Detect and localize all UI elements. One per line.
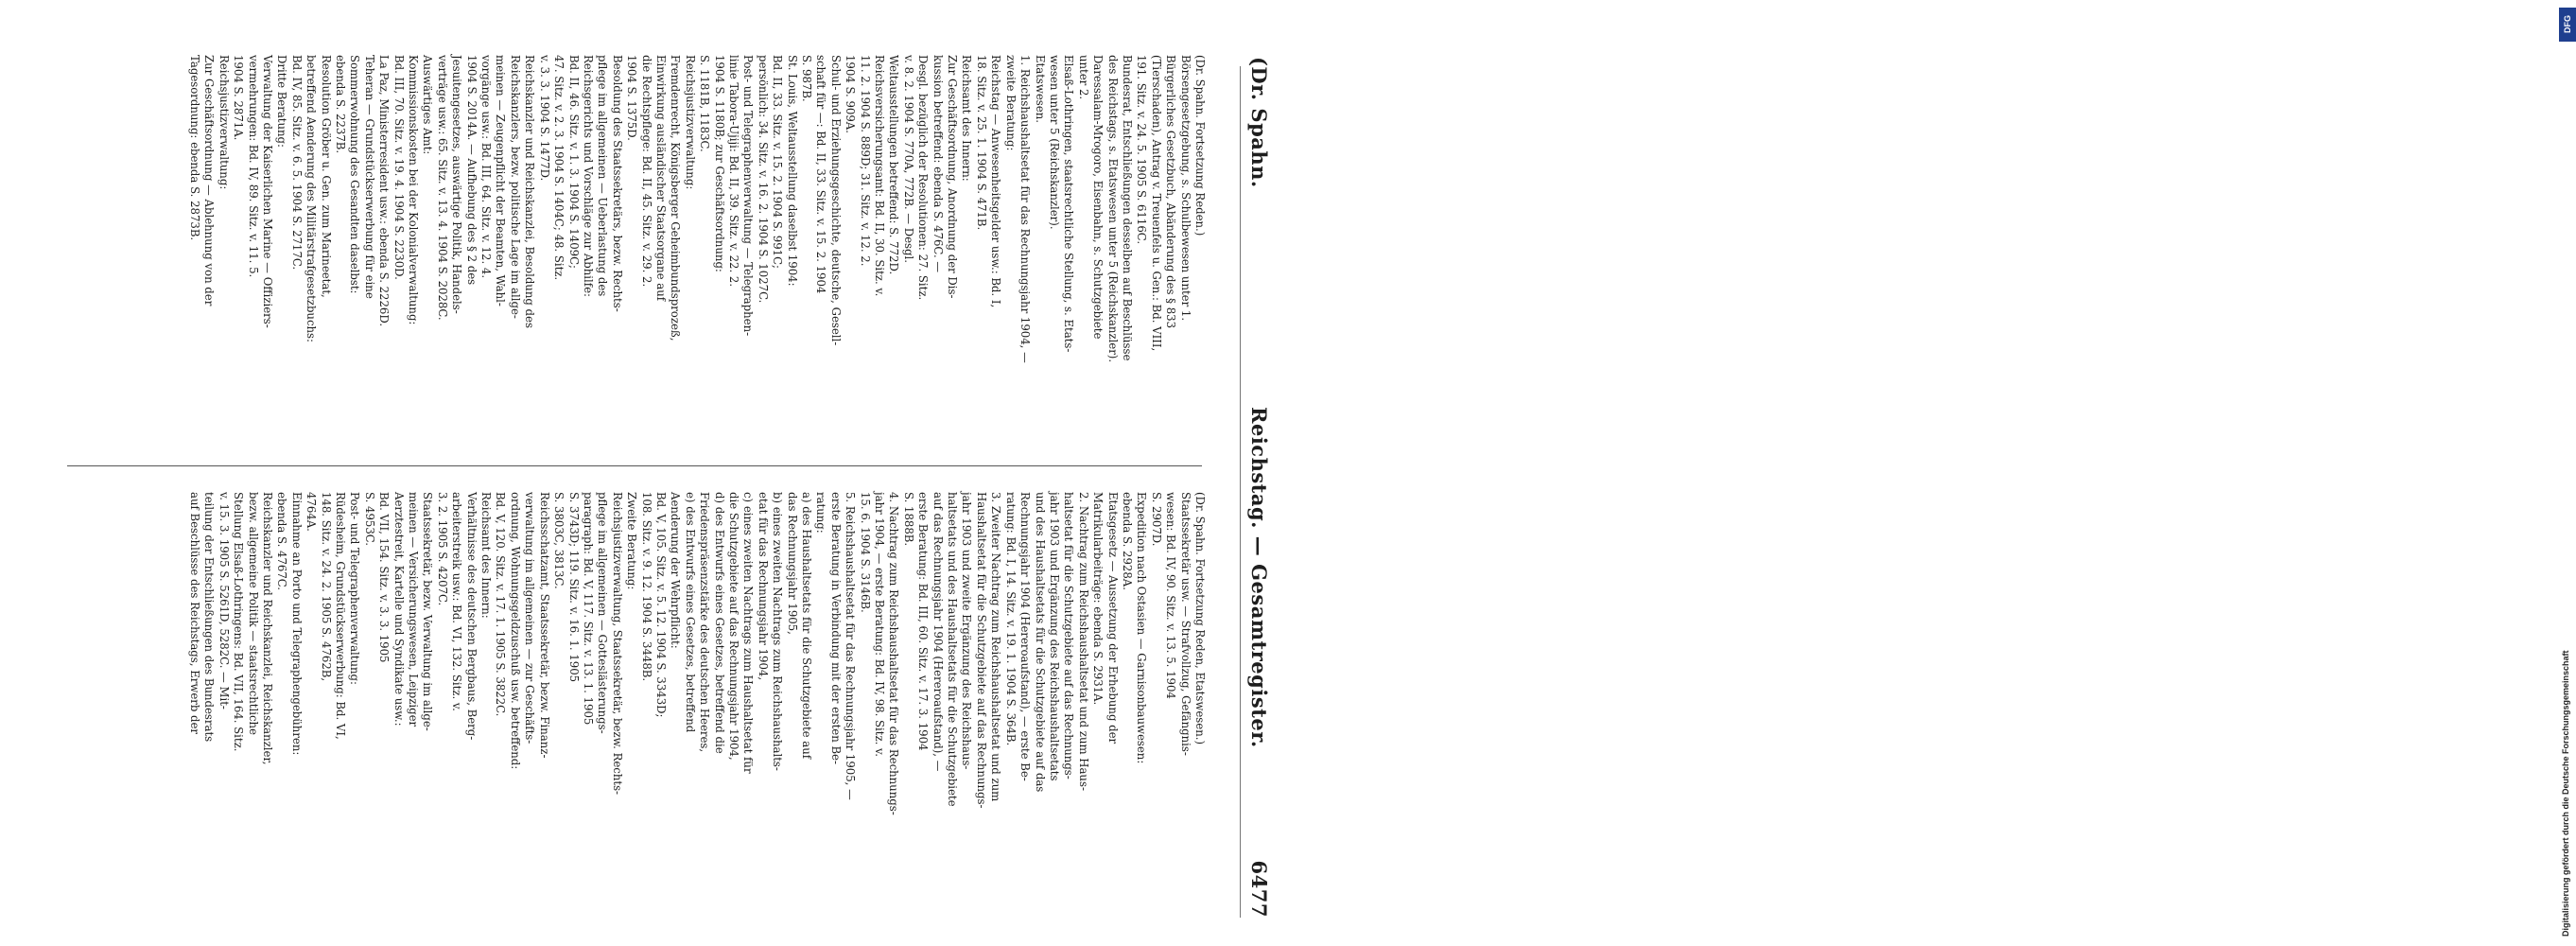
register-line: 4764A. (305, 492, 319, 532)
register-line: bezw. allgemeine Politik — staatsrechtliche (246, 492, 260, 735)
register-line: 18. Sitz. v. 25. 1. 1904 S. 471B. (974, 55, 988, 231)
register-line: Rüdesheim, Grundstückserwerbung: Bd. VI, (334, 492, 348, 740)
register-line: Reichsamt des Innern: (479, 492, 494, 619)
register-line: wesen unter 5 (Reichskanzler). (1047, 55, 1061, 230)
register-line: 1904 S. 1180B; zur Geschäftsordnung: (712, 55, 726, 272)
register-line: e) des Entwurfs eines Gesetzes, betreffend (683, 492, 697, 733)
register-line: linie Tabora-Ujiji: Bd. II, 39. Sitz. v. 22. 2. (727, 55, 740, 288)
dfg-logo: DFG (2559, 8, 2576, 42)
register-line: arbeiterstreik usw.: Bd. VI, 132. Sitz. v. (450, 492, 464, 711)
register-line: Zur Geschäftsordnung, Anordnung der Dis- (946, 55, 960, 299)
register-line: v. 15. 3. 1905 S. 5261D, 5282C. — Mit- (217, 492, 231, 710)
register-line: Resolution Gröber u. Gen. zum Marineetat, (319, 55, 333, 298)
register-line: Besoldung des Staatssekretärs, bezw. Rechts- (610, 55, 624, 312)
register-line: wesen: Bd. IV, 90. Sitz. v. 13. 5. 1904 (1164, 492, 1178, 699)
register-line: La Paz, Ministerresident usw.: ebenda S. 2226D. (377, 55, 392, 327)
register-line: Einnahme an Porto und Telegraphengebühren: (289, 492, 304, 756)
register-line: Bd. IV, 85. Sitz. v. 6. 5. 1904 S. 2717C. (289, 55, 304, 271)
register-line: c) eines zweiten Nachtrags zum Haushaltsetat für (741, 492, 756, 774)
register-line: Verhältnisse des deutschen Bergbaus, Berg- (464, 492, 479, 741)
register-line: 1904 S. 909A. (844, 55, 858, 133)
register-line: Reichstag — Anwesenheitsgelder usw.: Bd. I, (989, 55, 1003, 308)
register-line: 3. 2. 1905 S. 4207C. (435, 492, 449, 606)
register-line: S. 3803C, 3813C. (552, 492, 566, 589)
register-line: erste Beratung in Verbindung mit der ersten Be- (828, 492, 843, 764)
column-divider (67, 465, 1202, 466)
running-head-name: (Dr. Spahn. (1247, 57, 1271, 188)
register-line: Reichsjustizverwaltung: (217, 55, 231, 190)
register-line: 11. 2. 1904 S. 889D; 31. Sitz. v. 12. 2. (858, 55, 872, 267)
register-line: Etatsgesetz — Aussetzung der Erhebung der (1105, 492, 1120, 745)
register-line: Schul- und Erziehungsgeschichte, deutsche, Gesell- (828, 55, 843, 346)
register-line: verträge usw.: 65. Sitz. v. 13. 4. 1904 S. 2028C. (435, 55, 449, 321)
register-line: vorgänge usw.: Bd. III, 64. Sitz. v. 12. 4. (479, 55, 494, 279)
register-line: Auswärtiges Amt: (421, 55, 435, 155)
register-line: Post- und Telegraphenverwaltung — Telegraphen- (741, 55, 756, 337)
register-line: Bd. III, 70. Sitz. v. 19. 4. 1904 S. 2230D. (392, 55, 406, 280)
register-line: paragraph: Bd. V, 117. Sitz. v. 13. 1. 1905 (581, 492, 595, 726)
header-rule (1240, 66, 1241, 918)
register-line: Reichsamt des Innern: (960, 55, 974, 182)
register-line: Reichskanzlers, bezw. politische Lage im allge- (508, 55, 522, 319)
register-line: kussion betreffend: ebenda S. 476C. — (931, 55, 945, 273)
register-line: persönlich: 34. Sitz. v. 16. 2. 1904 S. 1027C. (756, 55, 770, 304)
register-line: pflege im allgemeinen — Ueberlastung des (596, 55, 610, 297)
register-line: Bd. II, 33. Sitz. v. 15. 2. 1904 S. 991C; (771, 55, 785, 269)
register-line: Bd. V, 120. Sitz. v. 17. 1. 1905 S. 3822C. (494, 492, 508, 717)
register-line: 5. Reichshaushaltsetat für das Rechnungsjahr 1905, — (844, 492, 858, 800)
register-line: Aenderung der Wehrpflicht: (669, 492, 683, 649)
register-line: Etatswesen. (1033, 55, 1047, 123)
register-line: Haushaltsetat für die Schutzgebiete auf das Rechnungs- (974, 492, 988, 809)
register-line: Reichsjustizverwaltung: (683, 55, 697, 190)
register-line: Staatssekretär, bezw. Verwaltung im allge- (421, 492, 435, 731)
page-number: 6477 (1247, 860, 1271, 918)
register-line: des Reichstags, s. Etatswesen unter 5 (Reichskanzler). (1105, 55, 1120, 363)
register-line: Friedenspräsenzstärke des deutschen Heeres, (698, 492, 712, 753)
register-line: 191. Sitz. v. 24. 5. 1905 S. 6116C. (1135, 55, 1149, 245)
register-line: zweite Beratung: (1003, 55, 1018, 151)
register-line: Verwaltung der Kaiserlichen Marine — Offiziers- (261, 55, 274, 328)
register-line: haltsetats und des Haushaltsetats für die Schutzgebiete (946, 492, 960, 807)
register-line: Expedition nach Ostasien — Garnisonbauwesen: (1135, 492, 1149, 764)
register-line: teilung der Entschließungen des Bundesrats (202, 492, 217, 743)
register-line: die Rechtspflege: Bd. II, 45. Sitz. v. 29. 2. (639, 55, 653, 288)
register-line: die Schutzgebiete auf das Rechnungsjahr 1904, (727, 492, 740, 761)
register-line: schaft für —: Bd. II, 33. Sitz. v. 15. 2. 1904 (814, 55, 828, 294)
register-line: b) eines zweiten Nachtrags zum Reichshaushalts- (771, 492, 785, 771)
register-line: (Tierschaden), Antrag v. Treuenfels u. Gen.: Bd. VIII, (1149, 55, 1163, 352)
register-line: das Rechnungsjahr 1905, (785, 492, 799, 635)
register-line: d) des Entwurfs eines Gesetzes, betreffend die (712, 492, 726, 754)
register-line: S. 1888B. (901, 492, 915, 547)
register-line: 2. Nachtrag zum Reichshaushaltsetat und zum Haus- (1076, 492, 1090, 791)
register-line: 47. Sitz. v. 2. 3. 1904 S. 1404C; 48. Sitz. (552, 55, 566, 281)
register-line: betreffend Aenderung des Militärstrafgesetzbuchs: (305, 55, 319, 342)
register-line: S. 3743D; 119. Sitz. v. 16. 1. 1905 (566, 492, 581, 683)
register-line: Kommissionskosten bei der Kolonialverwaltung: (407, 55, 421, 325)
register-line: Dritte Beratung: (275, 55, 289, 148)
register-line: auf das Rechnungsjahr 1904 (Hereroaufstand), — (931, 492, 945, 772)
register-line: 4. Nachtrag zum Reichshaushaltsetat für das Rechnungs- (887, 492, 901, 815)
register-line: Aerztestreit, Kartelle und Syndikate usw.: (392, 492, 406, 727)
register-line: 148. Sitz. v. 24. 2. 1905 S. 4762B, (319, 492, 333, 682)
register-line: verwaltung im allgemeinen — zur Geschäfts- (523, 492, 537, 745)
register-line: Daressalam-Mrogoro, Eisenbahn, s. Schutzgebiete (1091, 55, 1105, 340)
register-line: St. Louis, Weltausstellung daselbst 1904: (785, 55, 799, 287)
register-line: jahr 1904, — erste Beratung: Bd. IV, 98. Sitz. v. (873, 492, 887, 757)
register-line: (Dr. Spahn. Fortsetzung Reden, Etatswesen.) (1193, 492, 1207, 745)
register-line: a) des Haushaltsetats für die Schutzgebiete auf (800, 492, 814, 760)
register-line: Weltausstellungen betreffend: S. 772D. (887, 55, 901, 275)
register-line: ordnung, Wohnungsgeldzuschuß usw. betreffend: (508, 492, 522, 770)
register-line: Zweite Beratung: (625, 492, 639, 590)
register-line: Bundesrat, Entschließungen desselben auf Beschlüsse (1120, 55, 1134, 361)
register-line: S. 2907D. (1149, 492, 1163, 547)
register-line: Reichsjustizverwaltung, Staatssekretär, bezw. Rechts- (610, 492, 624, 796)
register-line: Reichsschatzamt, Staatssekretär, bezw. Finanz- (537, 492, 551, 759)
register-line: 1. Reichshaushaltsetat für das Rechnungsjahr 1904, — (1018, 55, 1033, 363)
register-line: S. 987B. (800, 55, 814, 102)
register-line: S. 1181B, 1183C. (698, 55, 712, 152)
register-line: pflege im allgemeinen — Gotteslästerungs- (596, 492, 610, 734)
running-head-title: Reichstag. — Gesamtregister. (1247, 407, 1271, 748)
register-line: Bd. VII, 154. Sitz. v. 3. 3. 1905 (377, 492, 392, 663)
register-line: ebenda S. 4767C. (275, 492, 289, 591)
register-line: v. 3. 3. 1904 S. 1477D. (537, 55, 551, 182)
register-line: (Dr. Spahn. Fortsetzung Reden.) (1193, 55, 1207, 236)
register-line: Matrikularbeiträge: ebenda S. 2931A. (1091, 492, 1105, 706)
register-line: ratung: Bd. I, 14. Sitz. v. 19. 1. 1904 S. 364B. (1003, 492, 1018, 746)
register-line: v. 8. 2. 1904 S. 770A, 772B. — Desgl. (901, 55, 915, 263)
register-line: Elsaß-Lothringen, staatsrechtliche Stellung, s. Etats- (1062, 55, 1076, 353)
register-line: meinen — Versicherungswesen, Leipziger (407, 492, 421, 727)
register-line: Rechnungsjahr 1904 (Hereroaufstand), — erste Be- (1018, 492, 1033, 781)
register-line: Reichskanzler und Reichskanzlei, Reichskanzler, (261, 492, 274, 765)
left-column (187, 55, 1207, 445)
register-line: 15. 6. 1904 S. 3146B. (858, 492, 872, 613)
register-line: jahr 1903 und zweite Ergänzung des Reichshaus- (960, 492, 974, 770)
register-line: Börsengesetzgebung, s. Schulbewesen unter 1. (1178, 55, 1192, 322)
register-line: Bürgerliches Gesetzbuch, Abänderung des § 833 (1164, 55, 1178, 329)
register-line: 3. Zweiter Nachtrag zum Reichshaushaltsetat und zum (989, 492, 1003, 802)
register-line: ebenda S. 2237B. (334, 55, 348, 154)
register-line: Post- und Telegraphenverwaltung: (348, 492, 362, 685)
register-line: Zur Geschäftsordnung — Ablehnung von der (202, 55, 217, 307)
register-line: Teheran — Grundstückserwerbung für eine (362, 55, 376, 299)
register-line: 1904 S. 2871A. (232, 55, 246, 141)
register-line: unter 2. (1076, 55, 1090, 100)
register-line: Tagesordnung: ebenda S. 2873B. (187, 55, 201, 241)
right-column (187, 492, 1207, 882)
register-line: 1904 S. 2014A. — Aufhebung des § 2 des (464, 55, 479, 286)
register-line: Reichsversicherungsamt: Bd. II, 30. Sitz. v. (873, 55, 887, 297)
register-line: meinen — Zeugenpflicht der Beamten, Wahl- (494, 55, 508, 307)
register-line: Bd. II, 46. Sitz. v. 1. 3. 1904 S. 1409C; (566, 55, 581, 269)
register-line: 1904 S. 1375D. (625, 55, 639, 141)
register-line: Reichsgerichts und Vorschläge zur Abhilfe: (581, 55, 595, 297)
register-line: auf Beschlüsse des Reichstags, Erwerb der (187, 492, 201, 735)
register-line: Stellung Elsaß-Lothringens: Bd. VII, 164. Sitz. (232, 492, 246, 752)
register-line: Einwirkung ausländischer Staatsorgane auf (653, 55, 668, 302)
register-line: und des Haushaltsetats für die Schutzgebiete auf das (1033, 492, 1047, 793)
register-line: Reichskanzler und Reichskanzlei, Besoldung des (523, 55, 537, 328)
register-line: ratung: (814, 492, 828, 534)
register-line: Jesuitengesetzes, auswärtige Politik, Handels- (450, 55, 464, 314)
register-line: Staatssekretär usw. — Strafvollzug, Gefängnis- (1178, 492, 1192, 756)
digitization-credit: Digitalisierung gefördert durch die Deutsche Forschungsgemeinschaft (2561, 650, 2570, 937)
register-line: Sommerwohnung des Gesandten daselbst: (348, 55, 362, 294)
register-line: vermehrungen: Bd. IV, 89. Sitz. v. 11. 5. (246, 55, 260, 278)
register-line: Bd. V, 105. Sitz. v. 5. 12. 1904 S. 3343D; (653, 492, 668, 718)
register-line: haltsetat für die Schutzgebiete auf das Rechnungs- (1062, 492, 1076, 780)
register-line: jahr 1903 und Ergänzung des Reichshaushaltsetats (1047, 492, 1061, 781)
register-line: 108. Sitz. v. 9. 12. 1904 S. 3448B. (639, 492, 653, 682)
register-line: S. 4953C. (362, 492, 376, 547)
register-line: ebenda S. 2928A. (1120, 492, 1134, 590)
digitization-sidebar (1277, 0, 2572, 946)
register-line: Desgl. bezüglich der Resolutionen: 27. Sitz. (916, 55, 931, 301)
register-line: etat für das Rechnungsjahr 1904, (756, 492, 770, 681)
register-line: Fremdenrecht, Königsberger Geheimbundsprozeß, (669, 55, 683, 342)
register-line: erste Beratung: Bd. III, 60. Sitz. v. 17. 3. 1904 (916, 492, 931, 751)
